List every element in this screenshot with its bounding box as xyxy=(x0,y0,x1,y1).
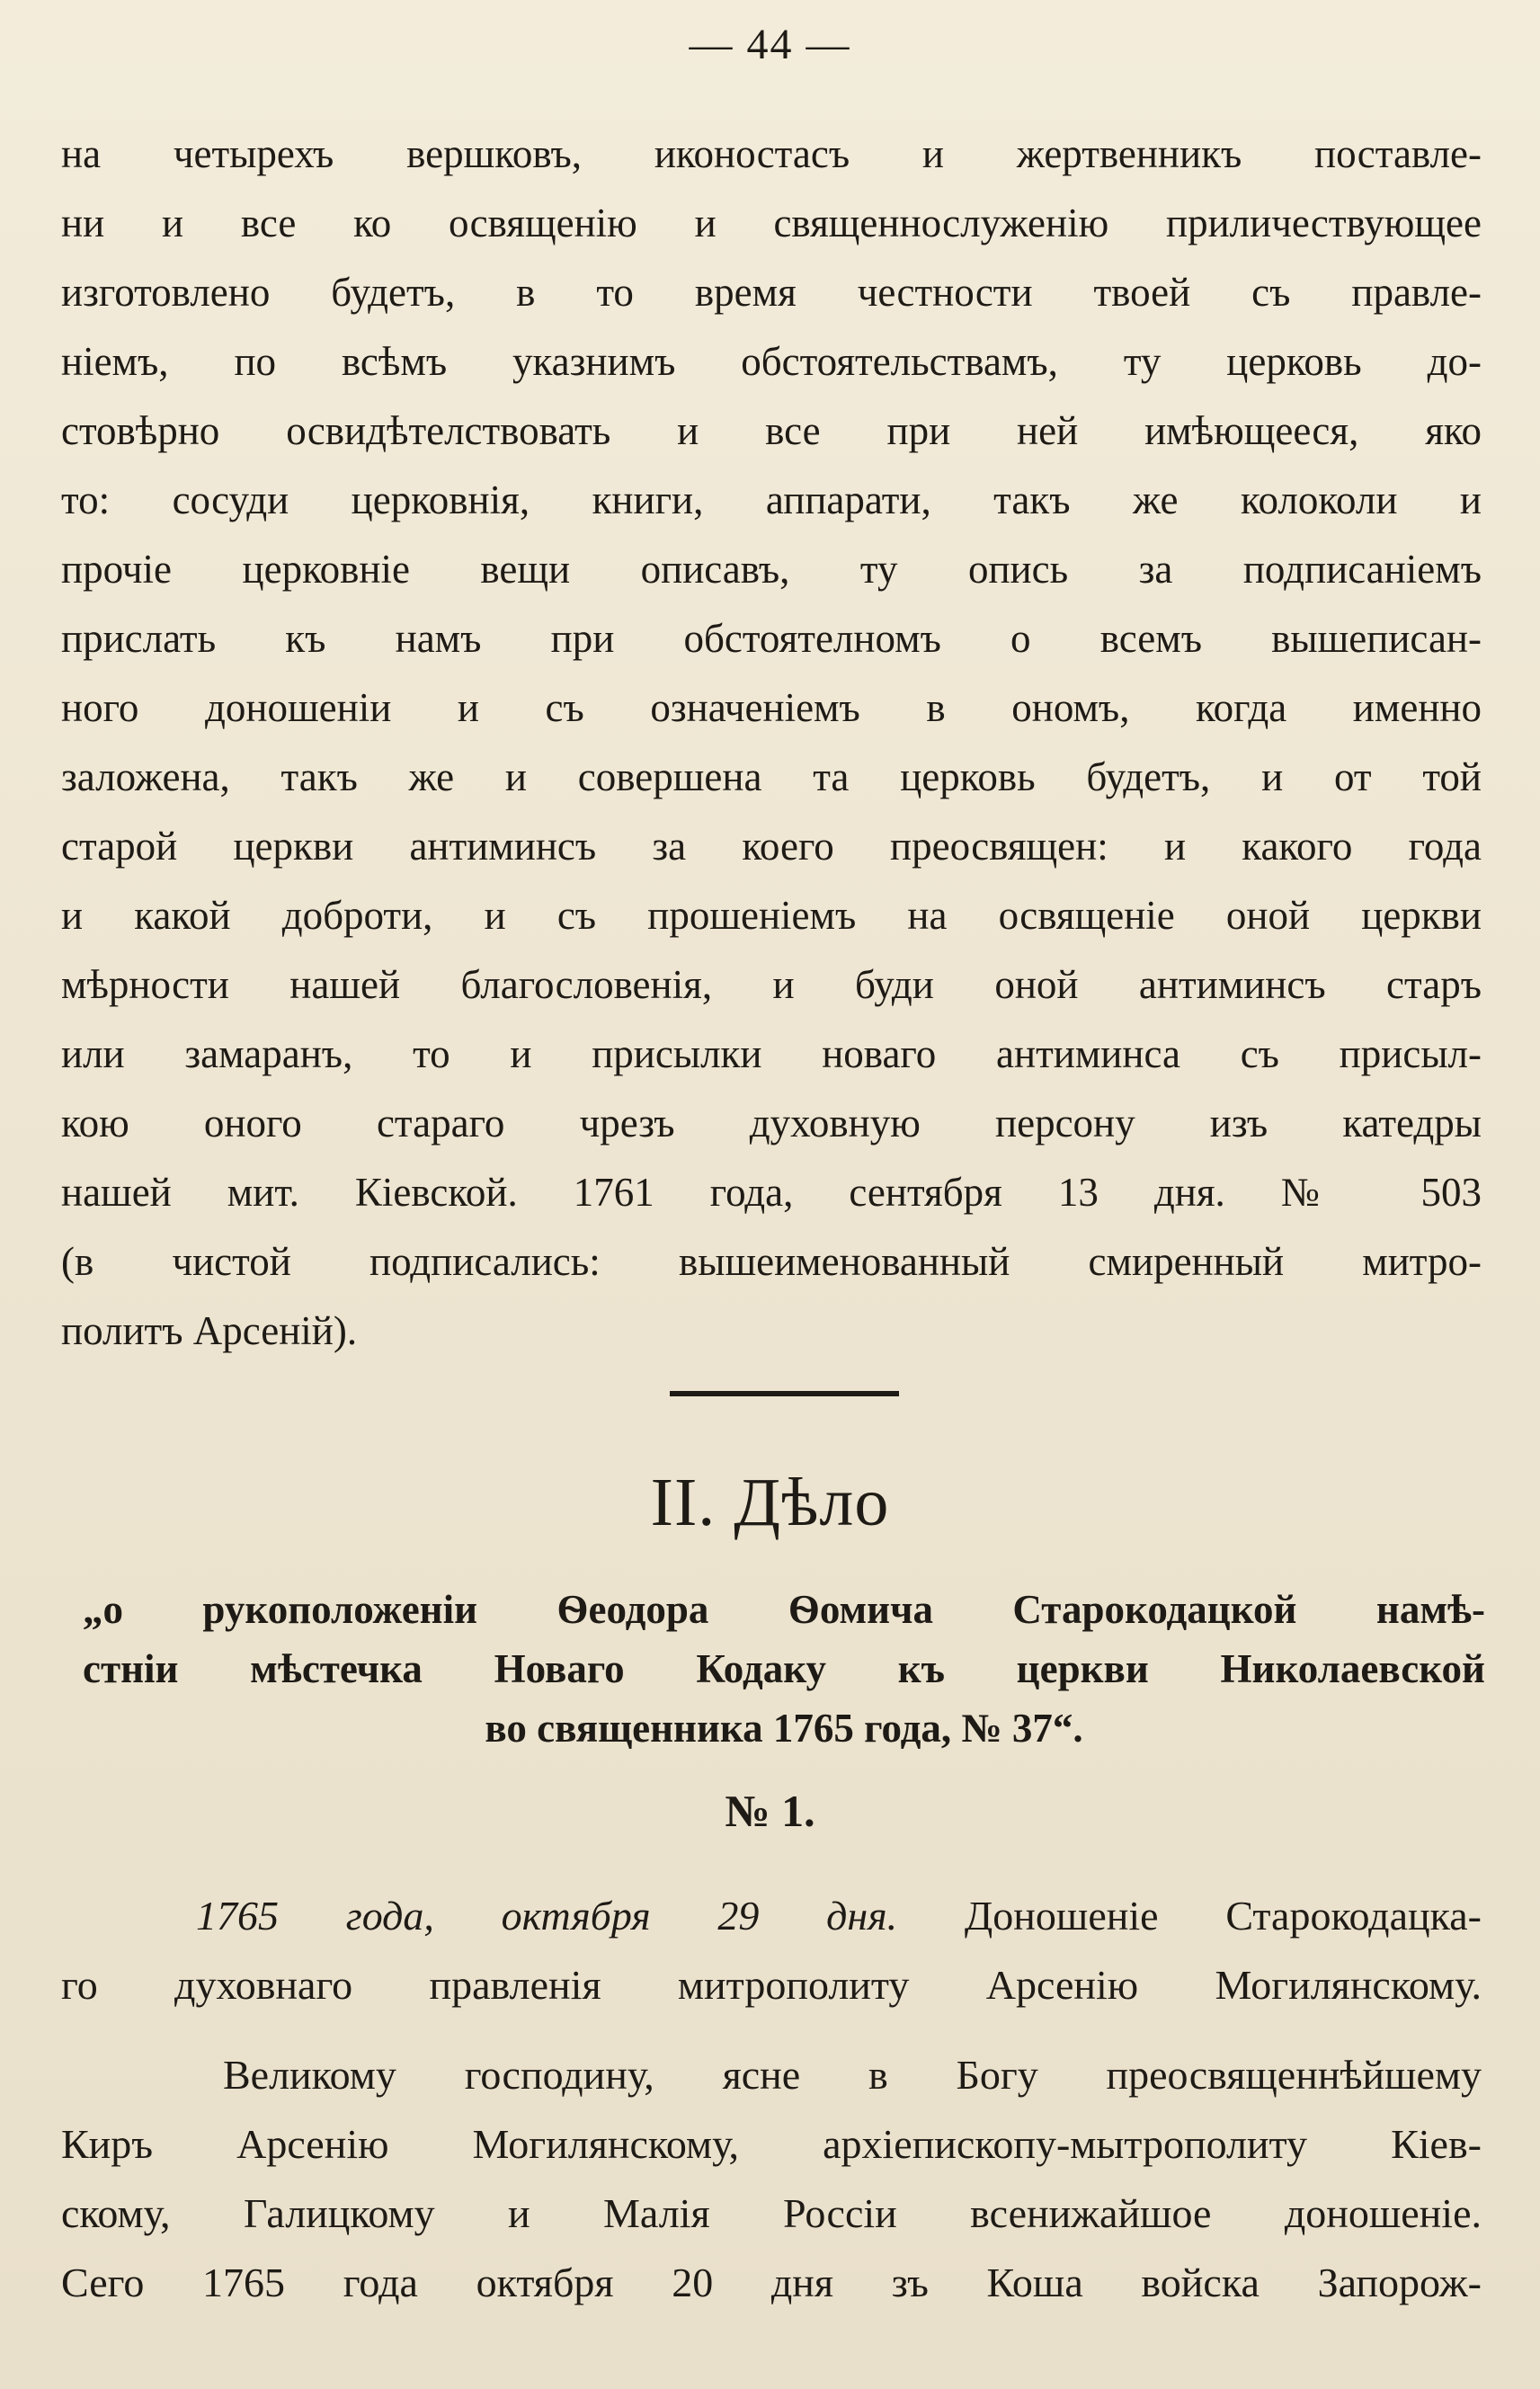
subtitle-line: во священника 1765 года, № 37“. xyxy=(485,1706,1083,1751)
text-line: мѣрности нашей благословенія, и буди оной антиминсъ старъ xyxy=(61,962,1482,1007)
section-heading: II. Дѣло xyxy=(650,1465,890,1540)
text-line: старой церкви антиминсъ за коего преосвящен: и какого года xyxy=(61,824,1482,869)
document-number: № 1. xyxy=(725,1786,815,1836)
section-divider xyxy=(670,1391,899,1396)
text-line: кою оного стараго чрезъ духовную персону изъ катедры xyxy=(61,1101,1482,1145)
text-line: Великому господину, ясне в Богу преосвященнѣйшему xyxy=(223,2052,1482,2098)
text-line: ного доношеніи и съ означеніемъ в ономъ, когда именно xyxy=(61,685,1482,730)
entry-date: 1765 года, октября 29 дня. xyxy=(196,1893,898,1939)
text-line: или замаранъ, то и присылки новаго антиминса съ присыл- xyxy=(61,1031,1482,1076)
text-line: стовѣрно освидѣтелствовать и все при ней имѣющееся, яко xyxy=(61,408,1482,453)
section-subtitle xyxy=(83,1580,1485,1758)
text-line: Сего 1765 года октября 20 дня зъ Коша войска Запорож- xyxy=(61,2260,1482,2305)
paragraph-continuation xyxy=(61,120,1482,1366)
text-line: прислать къ намъ при обстоятелномъ о всемъ вышеписан- xyxy=(61,616,1482,661)
subtitle-line: „о рукоположеніи Ѳеодора Ѳомича Старокодацкой намѣ- xyxy=(83,1587,1485,1632)
text-line: политъ Арсеній). xyxy=(61,1308,358,1353)
entry-header xyxy=(61,1881,1482,2019)
text-line: (в чистой подписались: вышеименованный смиренный митро- xyxy=(61,1239,1482,1284)
text-line: ни и все ко освященію и священнослуженію приличествующее xyxy=(61,201,1482,245)
entry-first-line xyxy=(61,1881,1482,1950)
text-line: прочіе церковніе вещи описавъ, ту опись за подписаніемъ xyxy=(61,547,1482,592)
entry-second-line: го духовнаго правленія митрополиту Арсенію Могилянскому. xyxy=(61,1962,1482,2008)
text-line: заложена, такъ же и совершена та церковь будетъ, и от той xyxy=(61,754,1482,799)
text-line: нашей мит. Кіевской. 1761 года, сентября 13 дня. № 503 xyxy=(61,1170,1482,1215)
text-line: то: сосуди церковнія, книги, аппарати, такъ же колоколи и xyxy=(61,477,1482,522)
text-line: и какой доброти, и съ прошеніемъ на освященіе оной церкви xyxy=(61,893,1482,938)
text-line: ніемъ, по всѣмъ указнимъ обстоятельствамъ, ту церковь до- xyxy=(61,339,1482,384)
subtitle-line: стніи мѣстечка Новаго Кодаку къ церкви Николаевской xyxy=(83,1646,1485,1691)
letter-body xyxy=(61,2040,1482,2317)
text-line: Киръ Арсенію Могилянскому, архіепископу-мытрополиту Кіев- xyxy=(61,2121,1482,2167)
page-number: — 44 — xyxy=(689,21,851,68)
entry-title: Доношеніе Старокодацка- xyxy=(897,1893,1482,1939)
text-line: изготовлено будетъ, в то время честности твоей съ правле- xyxy=(61,270,1482,315)
text-line: скому, Галицкому и Малія Россіи всенижайшое доношеніе. xyxy=(61,2190,1482,2236)
text-line: на четырехъ вершковъ, иконостасъ и жертвенникъ поставле- xyxy=(61,131,1482,176)
